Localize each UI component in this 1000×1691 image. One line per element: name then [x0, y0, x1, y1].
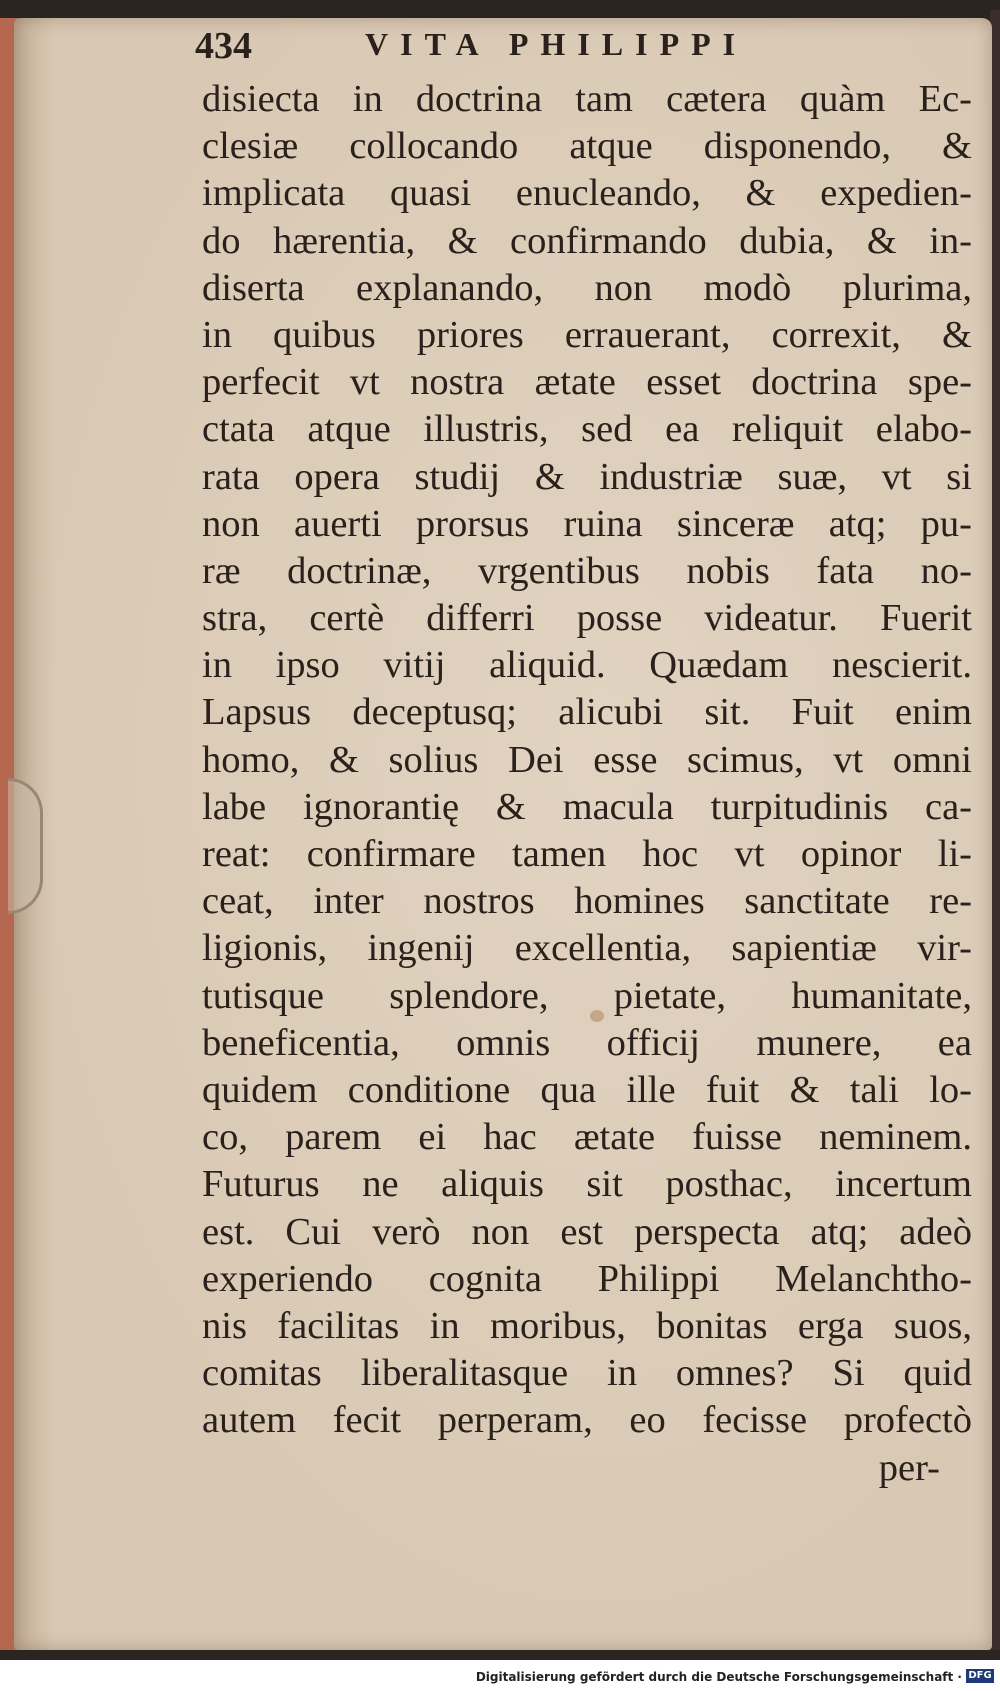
text-line: implicata quasi enucleando, & expedien-	[202, 172, 972, 215]
text-line: clesiæ collocando atque disponendo, &	[202, 125, 972, 168]
text-line: non auerti prorsus ruina sinceræ atq; pu-	[202, 502, 972, 545]
text-line: quidem conditione qua ille fuit & tali lo-	[202, 1068, 972, 1111]
text-line: est. Cui verò non est perspecta atq; adeò	[202, 1210, 972, 1253]
text-line: reat: confirmare tamen hoc vt opinor li-	[202, 833, 972, 875]
text-line: rata opera studij & industriæ suæ, vt si	[202, 455, 972, 498]
text-line: homo, & solius Dei esse scimus, vt omni	[202, 738, 972, 781]
text-line: nis facilitas in moribus, bonitas erga suos,	[202, 1304, 972, 1347]
text-line: stra, certè differri posse videatur. Fuerit	[202, 597, 972, 640]
digitization-credit: Digitalisierung gefördert durch die Deutsche Forschungsgemeinschaft ·	[475, 1670, 962, 1684]
text-line: diserta explanando, non modò plurima,	[202, 266, 972, 309]
text-line: autem fecit perperam, eo fecisse profectò	[202, 1399, 972, 1442]
text-line: Futurus ne aliquis sit posthac, incertum	[202, 1163, 972, 1206]
text-line: ræ doctrinæ, vrgentibus nobis fata no-	[202, 549, 972, 592]
text-line: ctata atque illustris, sed ea reliquit elabo-	[202, 408, 972, 451]
page-number: 434	[195, 25, 252, 67]
text-line: co, parem ei hac ætate fuisse neminem.	[202, 1116, 972, 1159]
text-line: beneficentia, omnis officij munere, ea	[202, 1021, 972, 1064]
text-line: tutisque splendore, pietate, humanitate,	[202, 974, 972, 1017]
text-line: comitas liberalitasque in omnes? Si quid	[202, 1352, 972, 1395]
text-line: labe ignorantię & macula turpitudinis ca-	[202, 785, 972, 828]
text-line: in ipso vitij aliquid. Quædam nescierit.	[202, 644, 972, 687]
running-head: VITA PHILIPPI	[365, 26, 748, 62]
text-line: Lapsus deceptusq; alicubi sit. Fuit enim	[202, 691, 972, 734]
text-line: perfecit vt nostra ætate esset doctrina spe-	[202, 361, 972, 404]
binding-clasp	[8, 778, 43, 914]
body-text	[202, 76, 972, 1444]
text-line: ligionis, ingenij excellentia, sapientiæ vir-	[202, 927, 972, 970]
catchword: per-	[878, 1447, 940, 1489]
text-line: experiendo cognita Philippi Melanchtho-	[202, 1257, 972, 1300]
page-header	[195, 22, 835, 72]
dfg-logo: DFG	[966, 1669, 994, 1683]
text-line: do hærentia, & confirmando dubia, & in-	[202, 219, 972, 262]
text-line: disiecta in doctrina tam cætera quàm Ec-	[202, 78, 972, 120]
text-line: ceat, inter nostros homines sanctitate re-	[202, 880, 972, 923]
text-line: in quibus priores errauerant, correxit, &	[202, 313, 972, 356]
